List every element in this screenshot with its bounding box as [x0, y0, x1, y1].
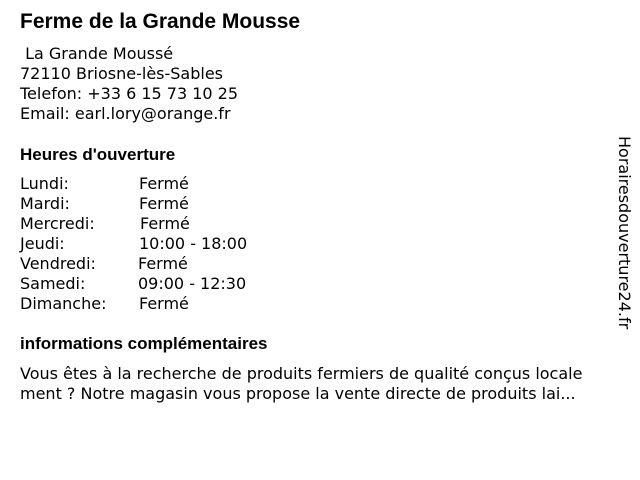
business-name: Ferme de la Grande Mousse — [20, 10, 301, 33]
phone-line: Telefon: +33 6 15 73 10 25 — [20, 84, 239, 103]
address-city: 72110 Briosne-lès-Sables — [20, 64, 224, 83]
hours-time: Fermé — [140, 214, 190, 233]
hours-time: Fermé — [139, 174, 189, 193]
site-watermark: Horairesdouverture24.fr — [615, 136, 634, 330]
opening-hours-heading: Heures d'ouverture — [20, 145, 176, 164]
additional-info-heading: informations complémentaires — [20, 334, 268, 353]
additional-info-text — [20, 364, 632, 404]
description-line: ment ? Notre magasin vous propose la vente directe de produits lai... — [20, 384, 576, 403]
hours-day: Jeudi: — [20, 234, 65, 253]
hours-row-tuesday — [20, 194, 320, 214]
hours-row-thursday — [20, 234, 320, 254]
hours-time: 09:00 - 12:30 — [138, 274, 247, 293]
hours-day: Dimanche: — [20, 294, 107, 313]
hours-row-friday — [20, 254, 320, 274]
hours-day: Mardi: — [20, 194, 70, 213]
hours-time: 10:00 - 18:00 — [139, 234, 248, 253]
hours-day: Vendredi: — [20, 254, 96, 273]
hours-row-sunday — [20, 294, 320, 314]
contact-block — [20, 44, 238, 124]
description-line: Vous êtes à la recherche de produits fermiers de qualité conçus locale — [20, 364, 583, 383]
hours-row-saturday — [20, 274, 320, 294]
opening-hours-list — [20, 174, 320, 314]
email-line: Email: earl.lory@orange.fr — [20, 104, 231, 123]
hours-day: Lundi: — [20, 174, 69, 193]
hours-time: Fermé — [138, 254, 188, 273]
hours-day: Mercredi: — [20, 214, 95, 233]
hours-row-wednesday — [20, 214, 320, 234]
hours-row-monday — [20, 174, 320, 194]
address-street: La Grande Moussé — [20, 44, 174, 63]
hours-time: Fermé — [139, 194, 189, 213]
hours-day: Samedi: — [20, 274, 86, 293]
hours-time: Fermé — [139, 294, 189, 313]
